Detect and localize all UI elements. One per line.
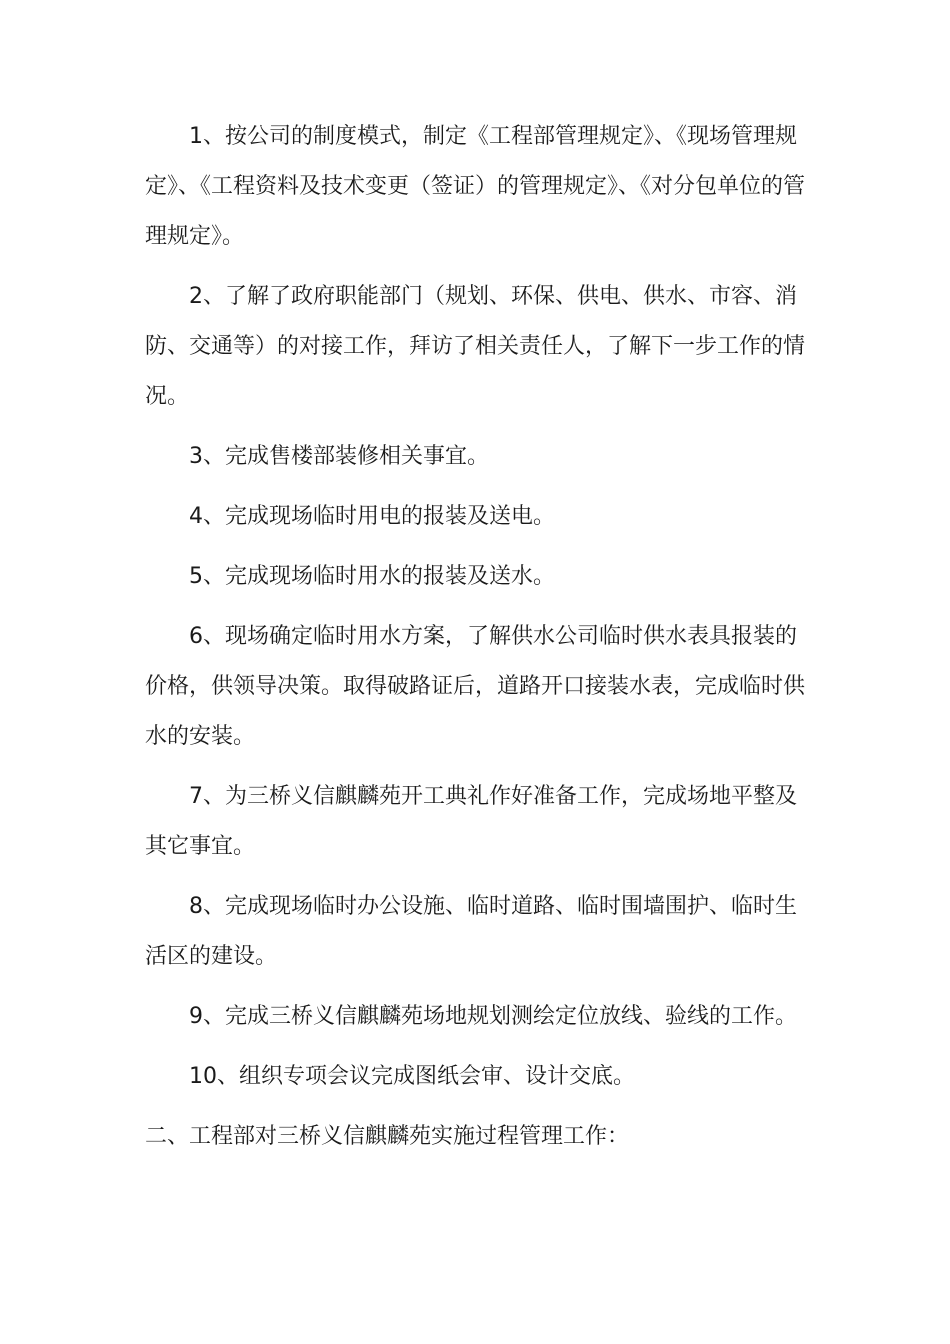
document-body xyxy=(145,112,809,1162)
paragraph-10: 10、组织专项会议完成图纸会审、设计交底。 xyxy=(189,1064,635,1089)
paragraph-2: 2、了解了政府职能部门（规划、环保、供电、供水、市容、消防、交通等）的对接工作，拜访了相关责任人，了解下一步工作的情况。 xyxy=(145,284,806,409)
paragraph-6: 6、现场确定临时用水方案，了解供水公司临时供水表具报装的价格，供领导决策。取得破路证后，道路开口接装水表，完成临时供水的安装。 xyxy=(145,624,806,749)
paragraph-4: 4、完成现场临时用电的报装及送电。 xyxy=(189,504,555,529)
section-heading: 二、工程部对三桥义信麒麟苑实施过程管理工作： xyxy=(145,1124,630,1149)
paragraph-5: 5、完成现场临时用水的报装及送水。 xyxy=(189,564,555,589)
paragraph-8: 8、完成现场临时办公设施、临时道路、临时围墙围护、临时生活区的建设。 xyxy=(145,894,797,969)
paragraph-9: 9、完成三桥义信麒麟苑场地规划测绘定位放线、验线的工作。 xyxy=(189,1004,797,1029)
paragraph-1: 1、按公司的制度模式，制定《工程部管理规定》、《现场管理规定》、《工程资料及技术变更（签证）的管理规定》、《对分包单位的管理规定》。 xyxy=(145,124,806,249)
paragraph-7: 7、为三桥义信麒麟苑开工典礼作好准备工作，完成场地平整及其它事宜。 xyxy=(145,784,797,859)
paragraph-3: 3、完成售楼部装修相关事宜。 xyxy=(189,444,489,469)
